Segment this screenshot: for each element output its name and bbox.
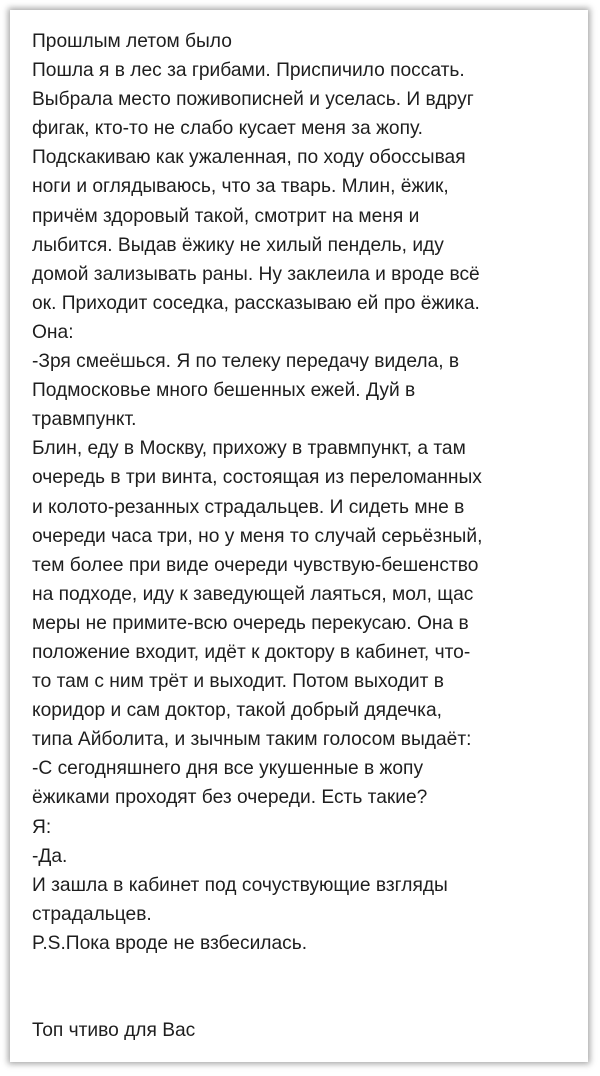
story-line: Пошла я в лес за грибами. Приспичило поссать. — [32, 60, 465, 82]
story-line: на подходе, иду к заведующей лаяться, мол, щас — [32, 583, 474, 605]
story-line: домой зализывать раны. Ну заклеила и вроде всё — [32, 263, 480, 285]
story-line: -С сегодняшнего дня все укушенные в жопу — [32, 758, 424, 780]
story-line: причём здоровый такой, смотрит на меня и — [32, 205, 420, 227]
story-line: и колото-резанных страдальцев. И сидеть мне в — [32, 496, 465, 518]
story-line: то там с ним трёт и выходит. Потом выходит в — [32, 671, 444, 693]
story-line: страдальцев. — [32, 903, 152, 925]
story-line: меры не примите-всю очередь перекусаю. Она в — [32, 612, 469, 634]
story-line: Блин, еду в Москву, прихожу в травмпункт, а там — [32, 438, 466, 460]
story-line: Я: — [32, 816, 52, 838]
story-line: типа Айболита, и зычным таким голосом выдаёт: — [32, 729, 472, 751]
story-line: очереди часа три, но у меня то случай серьёзный, — [32, 525, 483, 547]
story-line: P.S.Пока вроде не взбесилась. — [32, 932, 308, 954]
story-text — [32, 27, 577, 1045]
story-line: Прошлым летом было — [32, 31, 232, 52]
story-line: фигак, кто-то не слабо кусает меня за жопу. — [32, 118, 423, 140]
story-line: Выбрала место поживописней и уселась. И вдруг — [32, 89, 474, 111]
story-line: положение входит, идёт к доктору в кабинет, что- — [32, 641, 471, 663]
story-line: -Да. — [32, 845, 68, 867]
story-line: -Зря смеёшься. Я по телеку передачу видела, в — [32, 351, 460, 373]
story-line: Подскакиваю как ужаленная, по ходу обоссывая — [32, 147, 466, 169]
story-line: тем более при виде очереди чувствую-бешенство — [32, 554, 479, 576]
paragraph-gap — [32, 958, 577, 1016]
story-line: ноги и оглядываюсь, что за тварь. Млин, ёжик, — [32, 176, 449, 198]
story-line: лыбится. Выдав ёжику не хилый пендель, иду — [32, 234, 444, 256]
post-card — [10, 10, 588, 1062]
story-line: И зашла в кабинет под сочуствующие взгляды — [32, 874, 448, 896]
story-line: Она: — [32, 321, 74, 343]
story-line: ёжиками проходят без очереди. Есть такие? — [32, 787, 428, 809]
story-line: очередь в три винта, состоящая из переломанных — [32, 467, 482, 489]
footer-caption: Топ чтиво для Вас — [32, 1020, 196, 1041]
story-line: травмпункт. — [32, 409, 137, 431]
story-line: Подмосковье много бешенных ежей. Дуй в — [32, 380, 416, 402]
story-line: ок. Приходит соседка, рассказываю ей про ёжика. — [32, 292, 480, 314]
story-line: коридор и сам доктор, такой добрый дядечка, — [32, 700, 443, 722]
